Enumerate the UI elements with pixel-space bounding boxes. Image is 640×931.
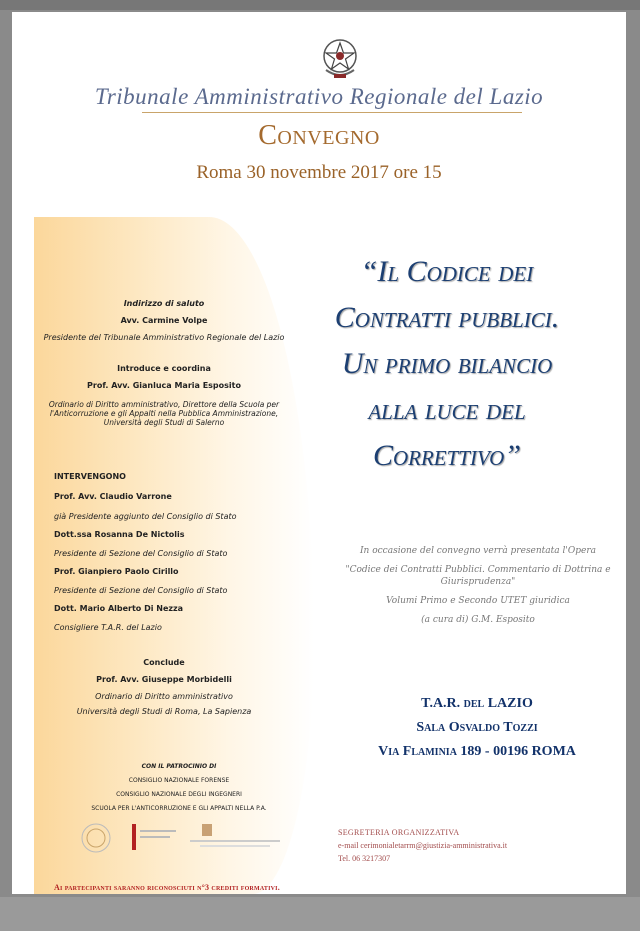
speaker-name: Dott. Mario Alberto Di Nezza xyxy=(54,604,184,613)
coordina-heading: Introduce e coordina xyxy=(117,364,211,373)
title-line: Un primo bilancio xyxy=(341,347,553,380)
coordina-role: l'Anticorruzione e gli Appalti nella Pubblica Amministrazione, xyxy=(49,409,279,418)
venue-name: T.A.R. del LAZIO xyxy=(421,696,533,711)
title-divider xyxy=(142,112,522,113)
secretariat-email[interactable]: e-mail cerimonialetarrm@giustizia-amministrativa.it xyxy=(338,841,508,850)
event-date: Roma 30 novembre 2017 ore 15 xyxy=(196,162,442,183)
coordina-role: Ordinario di Diritto amministrativo, Direttore della Scuola per xyxy=(48,400,280,409)
conclude-name: Prof. Avv. Giuseppe Morbidelli xyxy=(96,675,232,684)
speaker-name: Dott.ssa Rosanna De Nictolis xyxy=(54,530,185,539)
title-line: Contratti pubblici. xyxy=(334,301,560,334)
cni-logo-icon xyxy=(132,824,176,850)
speaker-role: Consigliere T.A.R. del Lazio xyxy=(54,623,162,632)
book-presentation xyxy=(330,545,626,633)
book-title: "Codice dei Contratti Pubblici. Commentario di Dottrina e Giurisprudenza" xyxy=(345,565,611,587)
venue-room: Sala Osvaldo Tozzi xyxy=(416,720,538,735)
book-volumes: Volumi Primo e Secondo UTET giuridica xyxy=(386,596,570,606)
speaker-name: Prof. Avv. Claudio Varrone xyxy=(54,492,172,501)
patronage-item: CONSIGLIO NAZIONALE FORENSE xyxy=(128,777,230,784)
coordina-role: Università degli Studi di Salerno xyxy=(103,418,225,427)
patron-logos xyxy=(70,818,290,858)
window-frame-top xyxy=(0,0,640,10)
title-line: alla luce del xyxy=(368,393,526,426)
cnf-logo-icon xyxy=(82,824,110,852)
saluto-name: Avv. Carmine Volpe xyxy=(120,316,208,325)
event-label: Convegno xyxy=(258,120,380,151)
italian-emblem-icon xyxy=(320,34,360,82)
intervengono-heading: INTERVENGONO xyxy=(54,472,126,481)
speaker-role: Presidente di Sezione del Consiglio di Stato xyxy=(54,586,228,595)
secretariat-phone: Tel. 06 3217307 xyxy=(338,854,391,863)
title-line: “Il Codice dei xyxy=(360,255,534,288)
saluto-role: Presidente del Tribunale Amministrativo Regionale del Lazio xyxy=(43,333,285,342)
venue-block xyxy=(352,692,602,764)
conclude-heading: Conclude xyxy=(143,658,185,667)
poster-page xyxy=(12,12,626,894)
title-line: Correttivo” xyxy=(372,439,522,472)
book-intro: In occasione del convegno verrà presentata l'Opera xyxy=(360,546,596,556)
conclude-role: Università degli Studi di Roma, La Sapienza xyxy=(76,707,252,716)
program-closing xyxy=(34,658,294,716)
patronage-item: CONSIGLIO NAZIONALE DEGLI INGEGNERI xyxy=(116,791,242,798)
patronage-block xyxy=(34,760,324,816)
saluto-heading: Indirizzo di saluto xyxy=(123,299,205,308)
speaker-role: Presidente di Sezione del Consiglio di Stato xyxy=(54,549,228,558)
conclude-role: Ordinario di Diritto amministrativo xyxy=(95,692,233,701)
organizing-secretariat xyxy=(338,826,507,865)
book-curator: (a cura di) G.M. Esposito xyxy=(421,615,535,625)
speaker-name: Prof. Gianpiero Paolo Cirillo xyxy=(54,567,179,576)
coordina-name: Prof. Avv. Gianluca Maria Esposito xyxy=(87,381,241,390)
training-credits-note: Ai partecipanti saranno riconosciuti n°3 crediti formativi. xyxy=(54,883,280,892)
speaker-role: già Presidente aggiunto del Consiglio di Stato xyxy=(54,512,237,521)
window-frame-bottom xyxy=(0,897,640,931)
tribunal-title: Tribunale Amministrativo Regionale del Lazio xyxy=(94,84,544,109)
venue-address: Via Flaminia 189 - 00196 ROMA xyxy=(378,744,576,759)
patronage-item: SCUOLA PER L'ANTICORRUZIONE E GLI APPALTI NELLA P.A. xyxy=(91,805,267,812)
conference-title xyxy=(282,249,612,479)
secretariat-heading: SEGRETERIA ORGANIZZATIVA xyxy=(338,828,460,837)
scuola-logo-icon xyxy=(190,824,280,847)
program-opening xyxy=(34,299,294,427)
patronage-heading: CON IL PATROCINIO DI xyxy=(141,763,217,770)
